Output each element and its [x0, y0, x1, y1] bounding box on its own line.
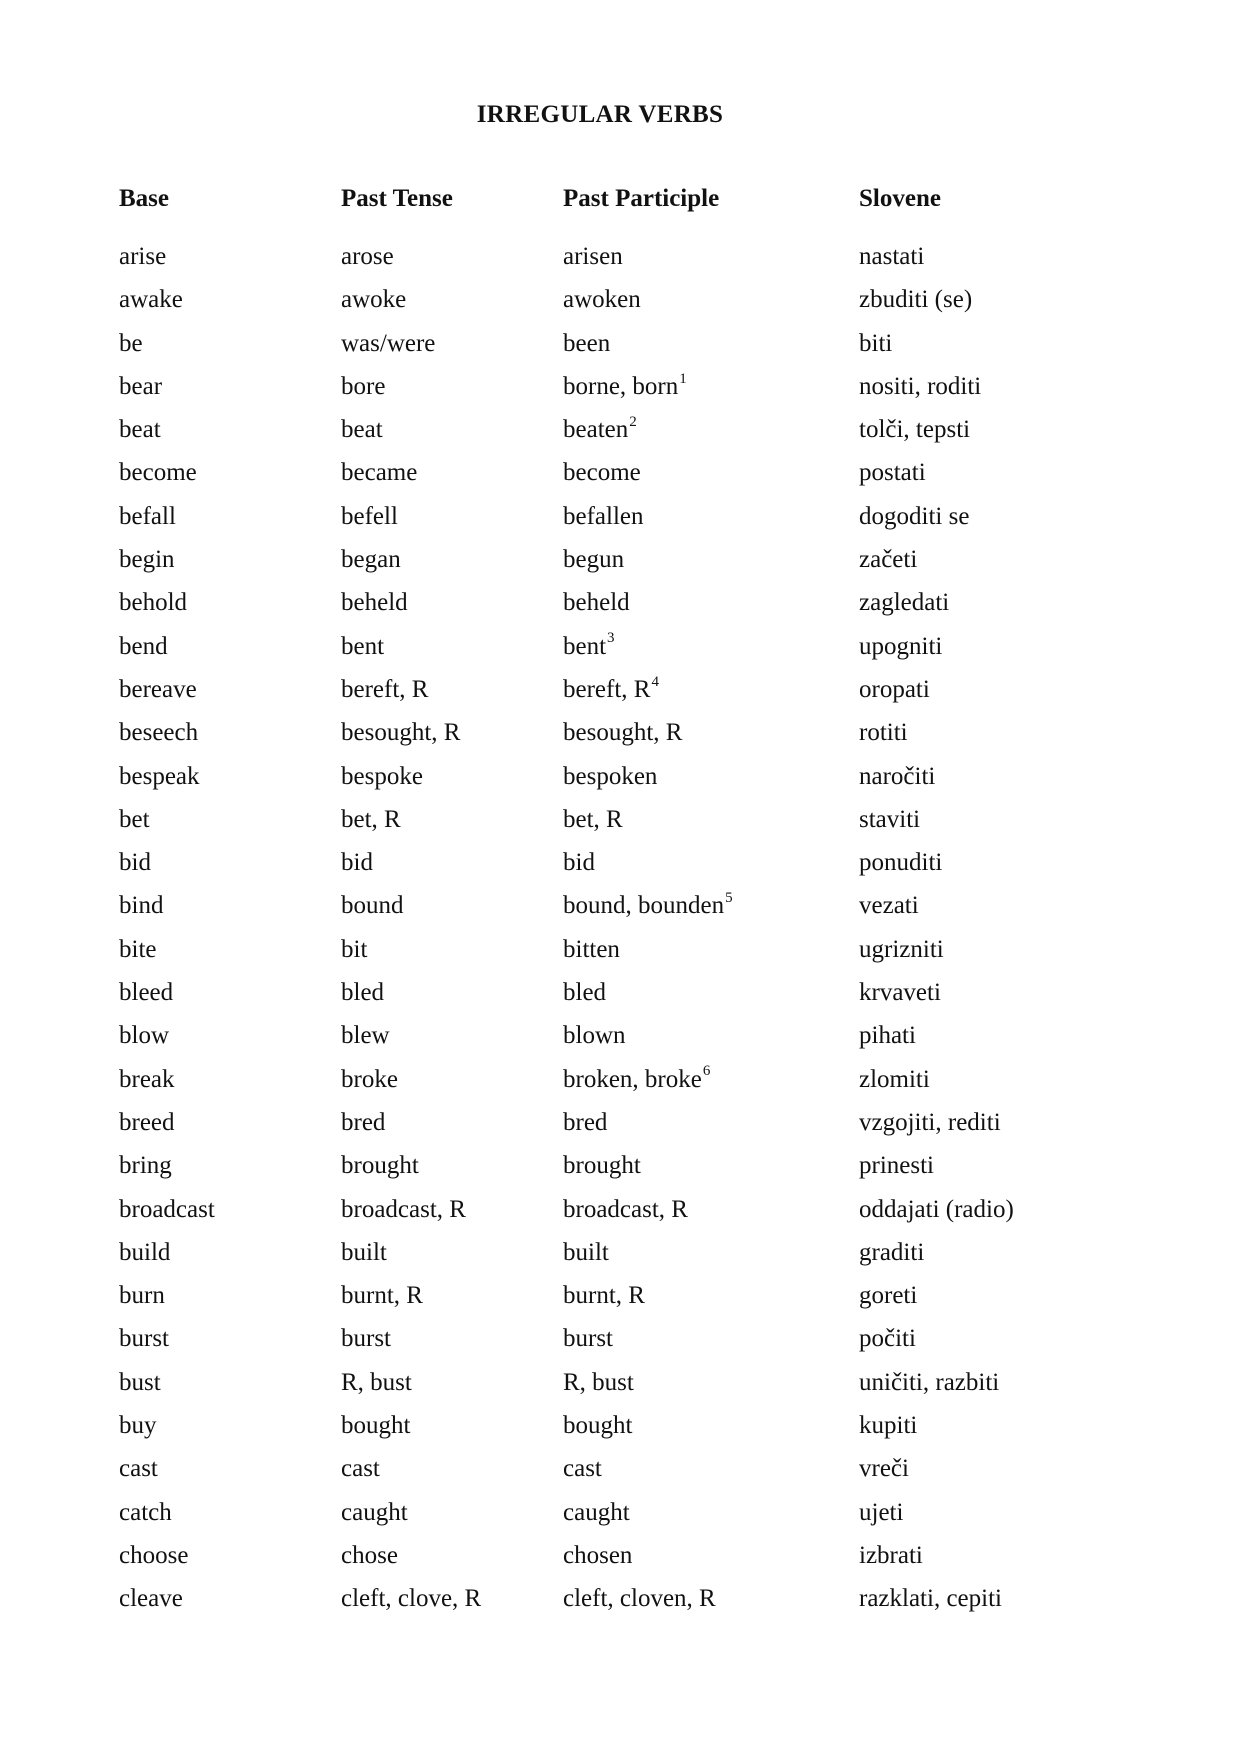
slovene-translation-cell: graditi — [859, 1238, 925, 1266]
past-participle-text: been — [563, 329, 611, 357]
base-form-cell: be — [119, 329, 143, 357]
past-tense-cell: brought — [341, 1152, 419, 1180]
past-participle-text: bred — [563, 1108, 608, 1136]
table-row — [119, 1455, 1119, 1498]
past-participle-text: burst — [563, 1325, 613, 1353]
table-row — [119, 373, 1119, 416]
table-body — [119, 243, 1119, 1629]
base-form-cell: catch — [119, 1498, 172, 1526]
header-base: Base — [119, 185, 169, 212]
table-row — [119, 1412, 1119, 1455]
slovene-translation-cell: biti — [859, 329, 893, 357]
past-participle-text: befallen — [563, 502, 644, 530]
past-tense-cell: arose — [341, 243, 394, 270]
past-participle-cell — [563, 1063, 859, 1109]
past-participle-text: arisen — [563, 243, 623, 270]
slovene-translation-cell: staviti — [859, 805, 921, 833]
past-tense-cell: R, bust — [341, 1368, 412, 1396]
past-participle-text: besought, R — [563, 719, 683, 747]
past-participle-cell — [563, 503, 859, 546]
past-tense-cell: awoke — [341, 286, 407, 314]
table-row — [119, 1369, 1119, 1412]
past-tense-cell: bit — [341, 935, 368, 963]
page-title: IRREGULAR VERBS — [476, 101, 724, 128]
past-tense-cell: bought — [341, 1412, 411, 1440]
slovene-translation-cell: vreči — [859, 1455, 909, 1483]
table-row — [119, 849, 1119, 892]
table-row — [119, 1196, 1119, 1239]
table-row — [119, 1585, 1119, 1628]
slovene-translation-cell: tolči, tepsti — [859, 416, 971, 444]
past-participle-cell — [563, 763, 859, 806]
slovene-translation-cell: razklati, cepiti — [859, 1585, 1002, 1613]
base-form-cell: bereave — [119, 675, 197, 703]
past-participle-text: bent — [563, 632, 607, 660]
slovene-translation-cell: počiti — [859, 1325, 916, 1353]
past-participle-cell — [563, 1109, 859, 1152]
table-row — [119, 892, 1119, 935]
past-participle-text: awoken — [563, 286, 641, 314]
slovene-translation-cell: izbrati — [859, 1541, 923, 1569]
past-tense-cell: bled — [341, 979, 385, 1007]
past-participle-cell — [563, 1585, 859, 1628]
past-tense-cell: chose — [341, 1541, 398, 1569]
footnote-marker: 2 — [629, 413, 637, 430]
past-participle-cell — [563, 1152, 859, 1195]
base-form-cell: bite — [119, 935, 157, 963]
past-participle-cell — [563, 1455, 859, 1498]
base-form-cell: buy — [119, 1412, 157, 1440]
table-row — [119, 330, 1119, 373]
past-participle-cell — [563, 1542, 859, 1585]
table-row — [119, 763, 1119, 806]
table-row — [119, 416, 1119, 459]
table-row — [119, 1282, 1119, 1325]
past-participle-text: bound, bounden — [563, 892, 725, 920]
past-participle-text: chosen — [563, 1541, 633, 1569]
footnote-marker: 1 — [679, 370, 687, 387]
past-tense-cell: beat — [341, 416, 383, 444]
past-tense-cell: became — [341, 459, 418, 487]
slovene-translation-cell: oddajati (radio) — [859, 1195, 1014, 1223]
past-tense-cell: cleft, clove, R — [341, 1585, 482, 1613]
header-past-tense: Past Tense — [341, 185, 453, 212]
past-tense-cell: broke — [341, 1065, 398, 1093]
past-tense-cell: broadcast, R — [341, 1195, 466, 1223]
past-participle-text: burnt, R — [563, 1282, 645, 1310]
past-participle-cell — [563, 459, 859, 502]
slovene-translation-cell: upogniti — [859, 632, 943, 660]
slovene-translation-cell: goreti — [859, 1282, 918, 1310]
header-past-participle: Past Participle — [563, 185, 720, 212]
past-tense-cell: cast — [341, 1455, 380, 1483]
slovene-translation-cell: začeti — [859, 546, 918, 574]
base-form-cell: burst — [119, 1325, 169, 1353]
base-form-cell: bend — [119, 632, 168, 660]
base-form-cell: bear — [119, 372, 163, 400]
slovene-translation-cell: dogoditi se — [859, 502, 970, 530]
past-participle-cell — [563, 892, 859, 935]
table-row — [119, 719, 1119, 762]
past-participle-text: bled — [563, 979, 607, 1007]
table-row — [119, 503, 1119, 546]
table-row — [119, 633, 1119, 676]
past-participle-cell — [563, 1499, 859, 1542]
slovene-translation-cell: rotiti — [859, 719, 908, 747]
footnote-marker: 3 — [607, 630, 615, 647]
past-tense-cell: blew — [341, 1022, 390, 1050]
table-row — [119, 1325, 1119, 1368]
table-header-row — [119, 185, 1119, 243]
past-participle-cell — [563, 979, 859, 1022]
base-form-cell: blow — [119, 1022, 169, 1050]
past-participle-cell — [563, 330, 859, 373]
past-participle-cell — [563, 719, 859, 762]
past-participle-text: bid — [563, 849, 595, 877]
past-participle-cell — [563, 243, 859, 286]
past-tense-cell: bereft, R — [341, 675, 429, 703]
base-form-cell: bring — [119, 1152, 172, 1180]
slovene-translation-cell: zlomiti — [859, 1065, 930, 1093]
footnote-marker: 6 — [702, 1063, 711, 1080]
past-participle-text: bought — [563, 1412, 633, 1440]
past-participle-text: beaten — [563, 416, 629, 444]
past-participle-text: broken, broke — [563, 1065, 702, 1093]
slovene-translation-cell: uničiti, razbiti — [859, 1368, 1000, 1396]
slovene-translation-cell: krvaveti — [859, 979, 941, 1007]
base-form-cell: choose — [119, 1541, 189, 1569]
slovene-translation-cell: ugrizniti — [859, 935, 944, 963]
base-form-cell: awake — [119, 286, 183, 314]
past-participle-cell — [563, 1369, 859, 1412]
past-participle-cell — [563, 1412, 859, 1455]
table-row — [119, 589, 1119, 632]
base-form-cell: bespeak — [119, 762, 200, 790]
past-participle-text: cleft, cloven, R — [563, 1585, 716, 1613]
past-participle-text: beheld — [563, 589, 630, 617]
past-tense-cell: bred — [341, 1108, 386, 1136]
table-row — [119, 1239, 1119, 1282]
past-participle-cell — [563, 1282, 859, 1325]
past-tense-cell: bid — [341, 849, 373, 877]
slovene-translation-cell: vzgojiti, rediti — [859, 1108, 1001, 1136]
slovene-translation-cell: ponuditi — [859, 849, 943, 877]
past-participle-text: begun — [563, 546, 625, 574]
table-row — [119, 1152, 1119, 1195]
slovene-translation-cell: zbuditi (se) — [859, 286, 973, 314]
table-row — [119, 1109, 1119, 1152]
past-tense-cell: bet, R — [341, 805, 401, 833]
past-tense-cell: burst — [341, 1325, 391, 1353]
base-form-cell: cleave — [119, 1585, 183, 1613]
past-tense-cell: befell — [341, 502, 398, 530]
slovene-translation-cell: kupiti — [859, 1412, 918, 1440]
table-row — [119, 1542, 1119, 1585]
base-form-cell: bid — [119, 849, 151, 877]
past-tense-cell: built — [341, 1238, 387, 1266]
past-tense-cell: burnt, R — [341, 1282, 423, 1310]
past-tense-cell: beheld — [341, 589, 408, 617]
past-participle-text: brought — [563, 1152, 641, 1180]
slovene-translation-cell: naročiti — [859, 762, 936, 790]
past-tense-cell: was/were — [341, 329, 436, 357]
past-tense-cell: bespoke — [341, 762, 423, 790]
past-participle-cell — [563, 370, 859, 416]
base-form-cell: behold — [119, 589, 188, 617]
past-tense-cell: besought, R — [341, 719, 461, 747]
slovene-translation-cell: nositi, roditi — [859, 372, 982, 400]
past-participle-cell — [563, 1325, 859, 1368]
past-participle-cell — [563, 673, 859, 719]
past-participle-text: caught — [563, 1498, 630, 1526]
past-participle-text: bet, R — [563, 805, 623, 833]
past-participle-text: borne, born — [563, 372, 679, 400]
table-row — [119, 286, 1119, 329]
table-row — [119, 1066, 1119, 1109]
past-tense-cell: began — [341, 546, 401, 574]
table-row — [119, 806, 1119, 849]
slovene-translation-cell: vezati — [859, 892, 919, 920]
base-form-cell: bet — [119, 805, 150, 833]
base-form-cell: arise — [119, 243, 167, 270]
slovene-translation-cell: nastati — [859, 243, 925, 270]
base-form-cell: begin — [119, 546, 175, 574]
base-form-cell: bleed — [119, 979, 174, 1007]
base-form-cell: build — [119, 1238, 171, 1266]
past-participle-cell — [563, 589, 859, 632]
past-participle-cell — [563, 546, 859, 589]
past-participle-text: become — [563, 459, 641, 487]
table-row — [119, 936, 1119, 979]
table-row — [119, 243, 1119, 286]
base-form-cell: burn — [119, 1282, 165, 1310]
slovene-translation-cell: ujeti — [859, 1498, 904, 1526]
past-participle-text: blown — [563, 1022, 626, 1050]
past-tense-cell: bent — [341, 632, 385, 660]
past-tense-cell: bore — [341, 372, 386, 400]
past-participle-text: cast — [563, 1455, 602, 1483]
slovene-translation-cell: pihati — [859, 1022, 916, 1050]
past-participle-cell — [563, 1022, 859, 1065]
past-tense-cell: bound — [341, 892, 404, 920]
past-tense-cell: caught — [341, 1498, 408, 1526]
slovene-translation-cell: postati — [859, 459, 926, 487]
base-form-cell: cast — [119, 1455, 158, 1483]
base-form-cell: bust — [119, 1368, 161, 1396]
table-row — [119, 676, 1119, 719]
base-form-cell: bind — [119, 892, 164, 920]
past-participle-cell — [563, 413, 859, 459]
base-form-cell: beseech — [119, 719, 199, 747]
past-participle-cell — [563, 1239, 859, 1282]
past-participle-cell — [563, 936, 859, 979]
base-form-cell: breed — [119, 1108, 175, 1136]
table-row — [119, 1022, 1119, 1065]
past-participle-text: bespoken — [563, 762, 658, 790]
past-participle-text: built — [563, 1238, 609, 1266]
header-slovene: Slovene — [859, 185, 941, 212]
base-form-cell: befall — [119, 502, 176, 530]
past-participle-text: R, bust — [563, 1368, 634, 1396]
table-row — [119, 1499, 1119, 1542]
base-form-cell: beat — [119, 416, 161, 444]
table-row — [119, 546, 1119, 589]
slovene-translation-cell: oropati — [859, 675, 930, 703]
base-form-cell: break — [119, 1065, 175, 1093]
base-form-cell: broadcast — [119, 1195, 215, 1223]
footnote-marker: 4 — [651, 673, 659, 690]
slovene-translation-cell: prinesti — [859, 1152, 934, 1180]
past-participle-cell — [563, 1196, 859, 1239]
table-row — [119, 979, 1119, 1022]
past-participle-text: bitten — [563, 935, 620, 963]
past-participle-text: bereft, R — [563, 675, 651, 703]
slovene-translation-cell: zagledati — [859, 589, 950, 617]
table-row — [119, 459, 1119, 502]
past-participle-cell — [563, 849, 859, 892]
past-participle-cell — [563, 806, 859, 849]
footnote-marker: 5 — [725, 890, 733, 907]
past-participle-text: broadcast, R — [563, 1195, 688, 1223]
irregular-verbs-table — [119, 185, 1119, 1629]
past-participle-cell — [563, 286, 859, 329]
base-form-cell: become — [119, 459, 197, 487]
past-participle-cell — [563, 630, 859, 676]
